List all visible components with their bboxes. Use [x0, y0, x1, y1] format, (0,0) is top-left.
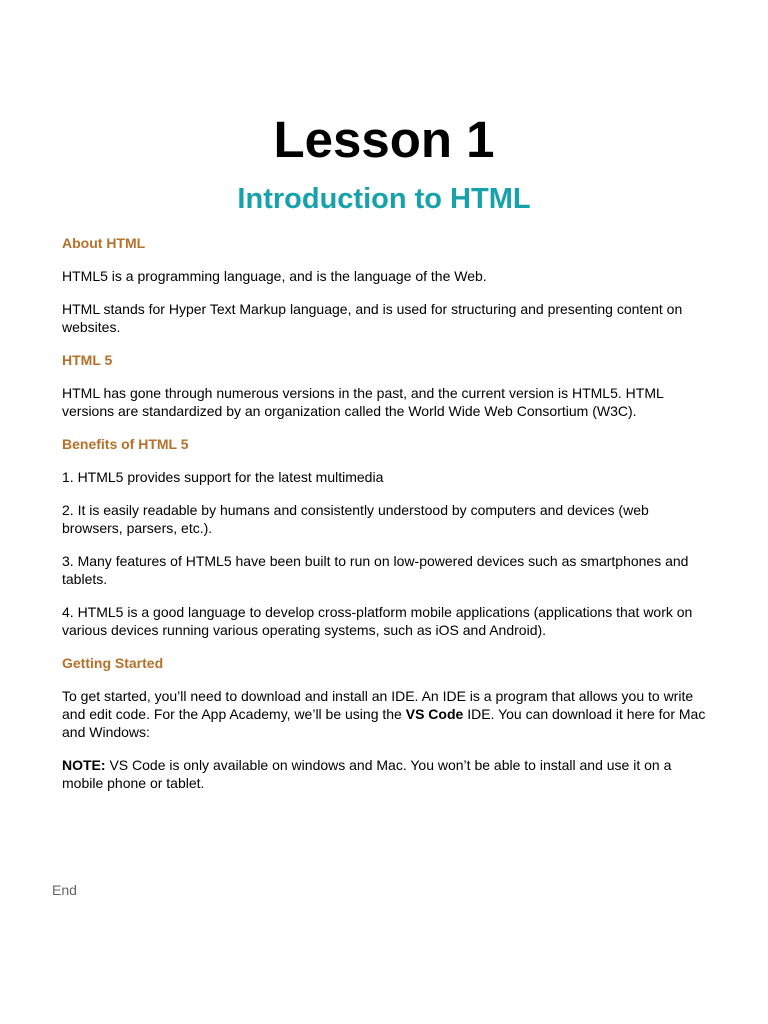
section-heading: HTML 5 — [62, 352, 113, 368]
paragraph — [62, 687, 712, 741]
note-paragraph — [62, 756, 712, 792]
benefit-item: 2. It is easily readable by humans and consistently understood by computers and devices (web browsers, parsers, etc.). — [62, 502, 649, 536]
section-html5 — [62, 351, 712, 420]
paragraph: HTML5 is a programming language, and is the language of the Web. — [62, 268, 487, 284]
paragraph-text: To get started, you’ll need to download and install an IDE. An IDE is a program that allows you to write and edit code. For the App Academy, we’ll be using the — [62, 688, 694, 722]
section-benefits — [62, 435, 712, 639]
section-heading: Getting Started — [62, 655, 164, 671]
page-title: Lesson 1 — [273, 111, 495, 168]
vs-code-emphasis: VS Code — [405, 706, 464, 722]
note-label: NOTE: — [62, 757, 106, 773]
section-heading: About HTML — [62, 235, 146, 251]
lesson-content — [62, 234, 712, 807]
section-getting-started — [62, 654, 712, 792]
page-subtitle: Introduction to HTML — [237, 183, 531, 215]
benefit-item: 1. HTML5 provides support for the latest multimedia — [62, 469, 384, 485]
benefit-item: 3. Many features of HTML5 have been built to run on low-powered devices such as smartphones and tablets. — [62, 553, 689, 587]
paragraph: HTML stands for Hyper Text Markup language, and is used for structuring and presenting content on websites. — [62, 301, 683, 335]
section-heading: Benefits of HTML 5 — [62, 436, 189, 452]
paragraph: HTML has gone through numerous versions in the past, and the current version is HTML5. HTML versions are standardized by an organization called the World Wide Web Consortium (W3C). — [62, 385, 664, 419]
benefit-item: 4. HTML5 is a good language to develop cross-platform mobile applications (applications that work on various devices running various operating systems, such as iOS and Android). — [62, 604, 693, 638]
note-text: VS Code is only available on windows and Mac. You won’t be able to install and use it on a mobile phone or tablet. — [62, 757, 672, 791]
paragraph-text: IDE. You can download it here for Mac and Windows: — [62, 706, 706, 740]
end-label: End — [52, 882, 77, 898]
section-about-html — [62, 234, 712, 336]
